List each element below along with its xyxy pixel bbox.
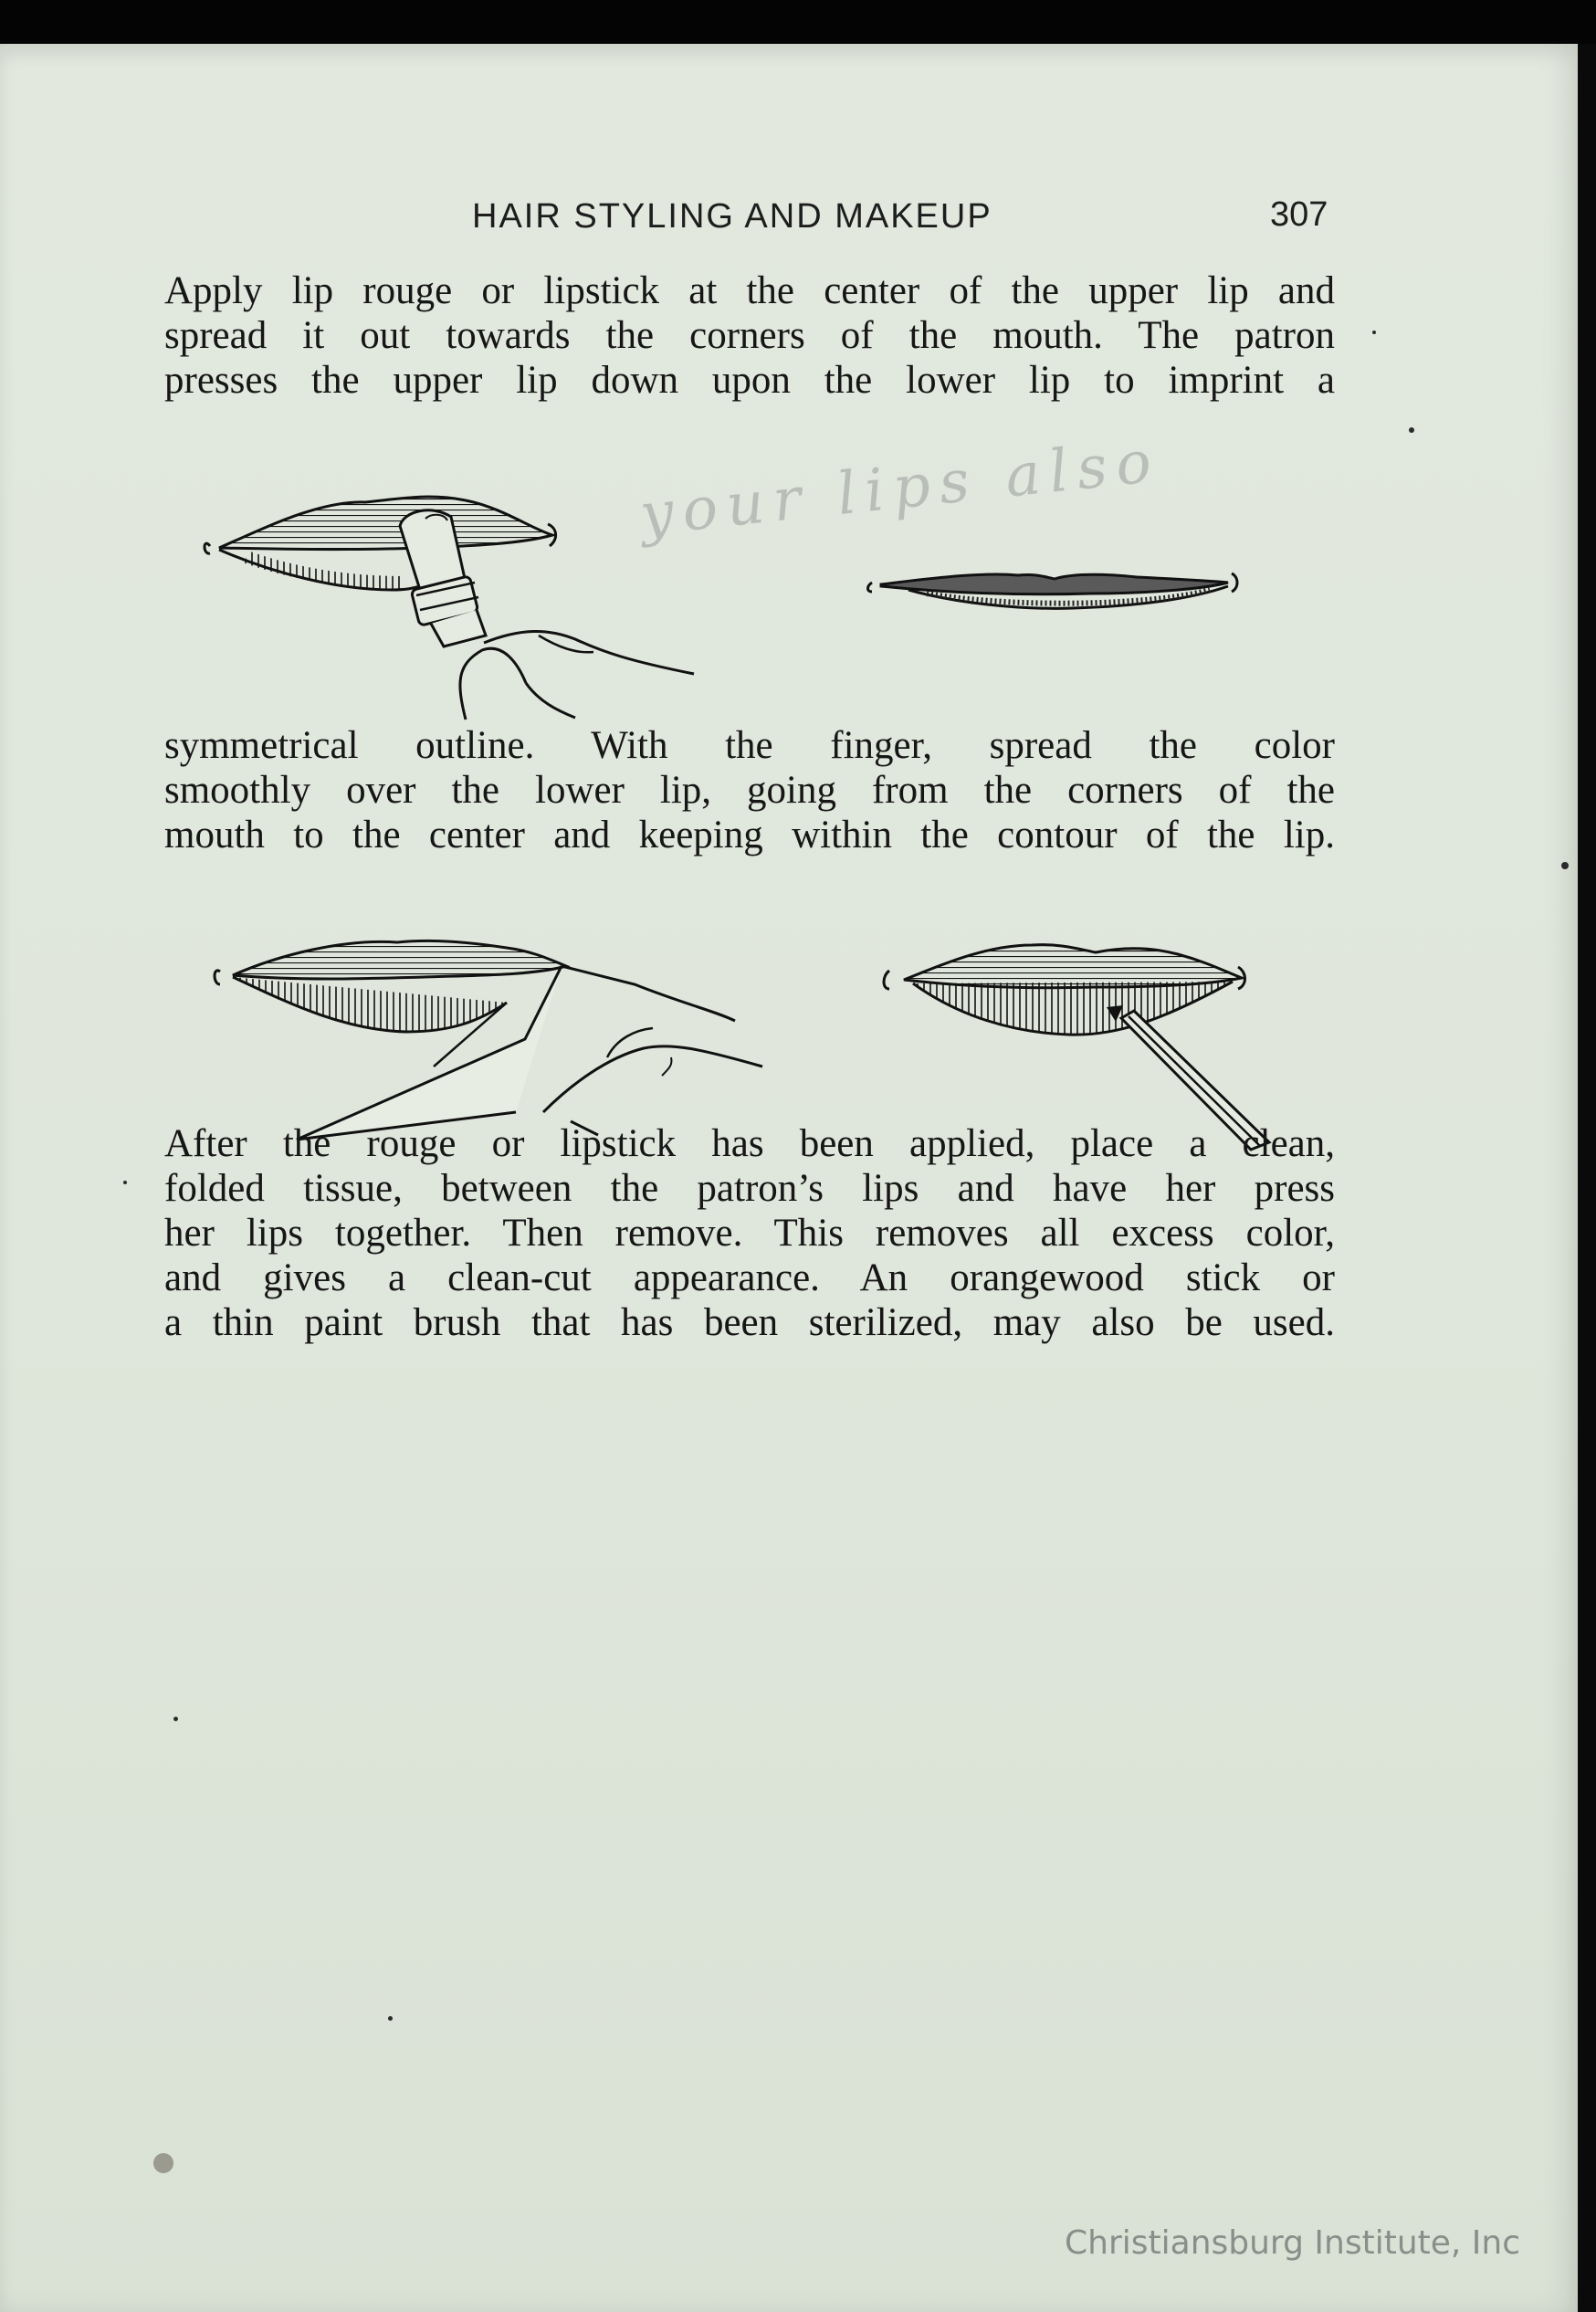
paper-speck <box>1409 427 1414 433</box>
paragraph-2 <box>164 723 1335 857</box>
text-line: smoothly over the lower lip, going from the corners of the <box>164 769 1335 812</box>
text-line: her lips together. Then remove. This removes all excess color, <box>164 1212 1335 1255</box>
text-line: Apply lip rouge or lipstick at the center of the upper lip and <box>164 269 1335 312</box>
scan-edge <box>1578 44 1596 2312</box>
illustration-imprinted-outline <box>863 562 1246 626</box>
book-page <box>0 44 1578 2312</box>
running-head: HAIR STYLING AND MAKEUP <box>472 197 992 236</box>
illustration-finger-spreading <box>205 930 790 1149</box>
text-line: a thin paint brush that has been sterilized, may also be used. <box>164 1301 1335 1344</box>
text-line: and gives a clean-cut appearance. An orangewood stick or <box>164 1256 1335 1299</box>
text-line: presses the upper lip down upon the lower lip to imprint a <box>164 359 1335 402</box>
illustration-lipstick-applied <box>192 482 703 729</box>
paper-speck <box>388 2016 393 2021</box>
illustration-brush-applying <box>877 934 1278 1153</box>
page-number: 307 <box>1270 195 1328 234</box>
paper-speck <box>173 1717 178 1721</box>
paper-speck <box>1372 331 1376 334</box>
paper-speck <box>153 2153 173 2173</box>
handwritten-pencil-note: your lips also <box>636 427 1164 550</box>
watermark: Christiansburg Institute, Inc <box>1065 2224 1521 2262</box>
paragraph-3 <box>164 1121 1335 1345</box>
text-line: folded tissue, between the patron’s lips and have her press <box>164 1167 1335 1210</box>
text-line: mouth to the center and keeping within the contour of the lip. <box>164 814 1335 856</box>
text-line: spread it out towards the corners of the mouth. The patron <box>164 314 1335 357</box>
text-line: After the rouge or lipstick has been applied, place a clean, <box>164 1122 1335 1165</box>
paper-speck <box>1561 862 1569 869</box>
paper-speck <box>123 1181 127 1184</box>
paragraph-1 <box>164 268 1335 403</box>
text-line: symmetrical outline. With the finger, spread the color <box>164 724 1335 767</box>
